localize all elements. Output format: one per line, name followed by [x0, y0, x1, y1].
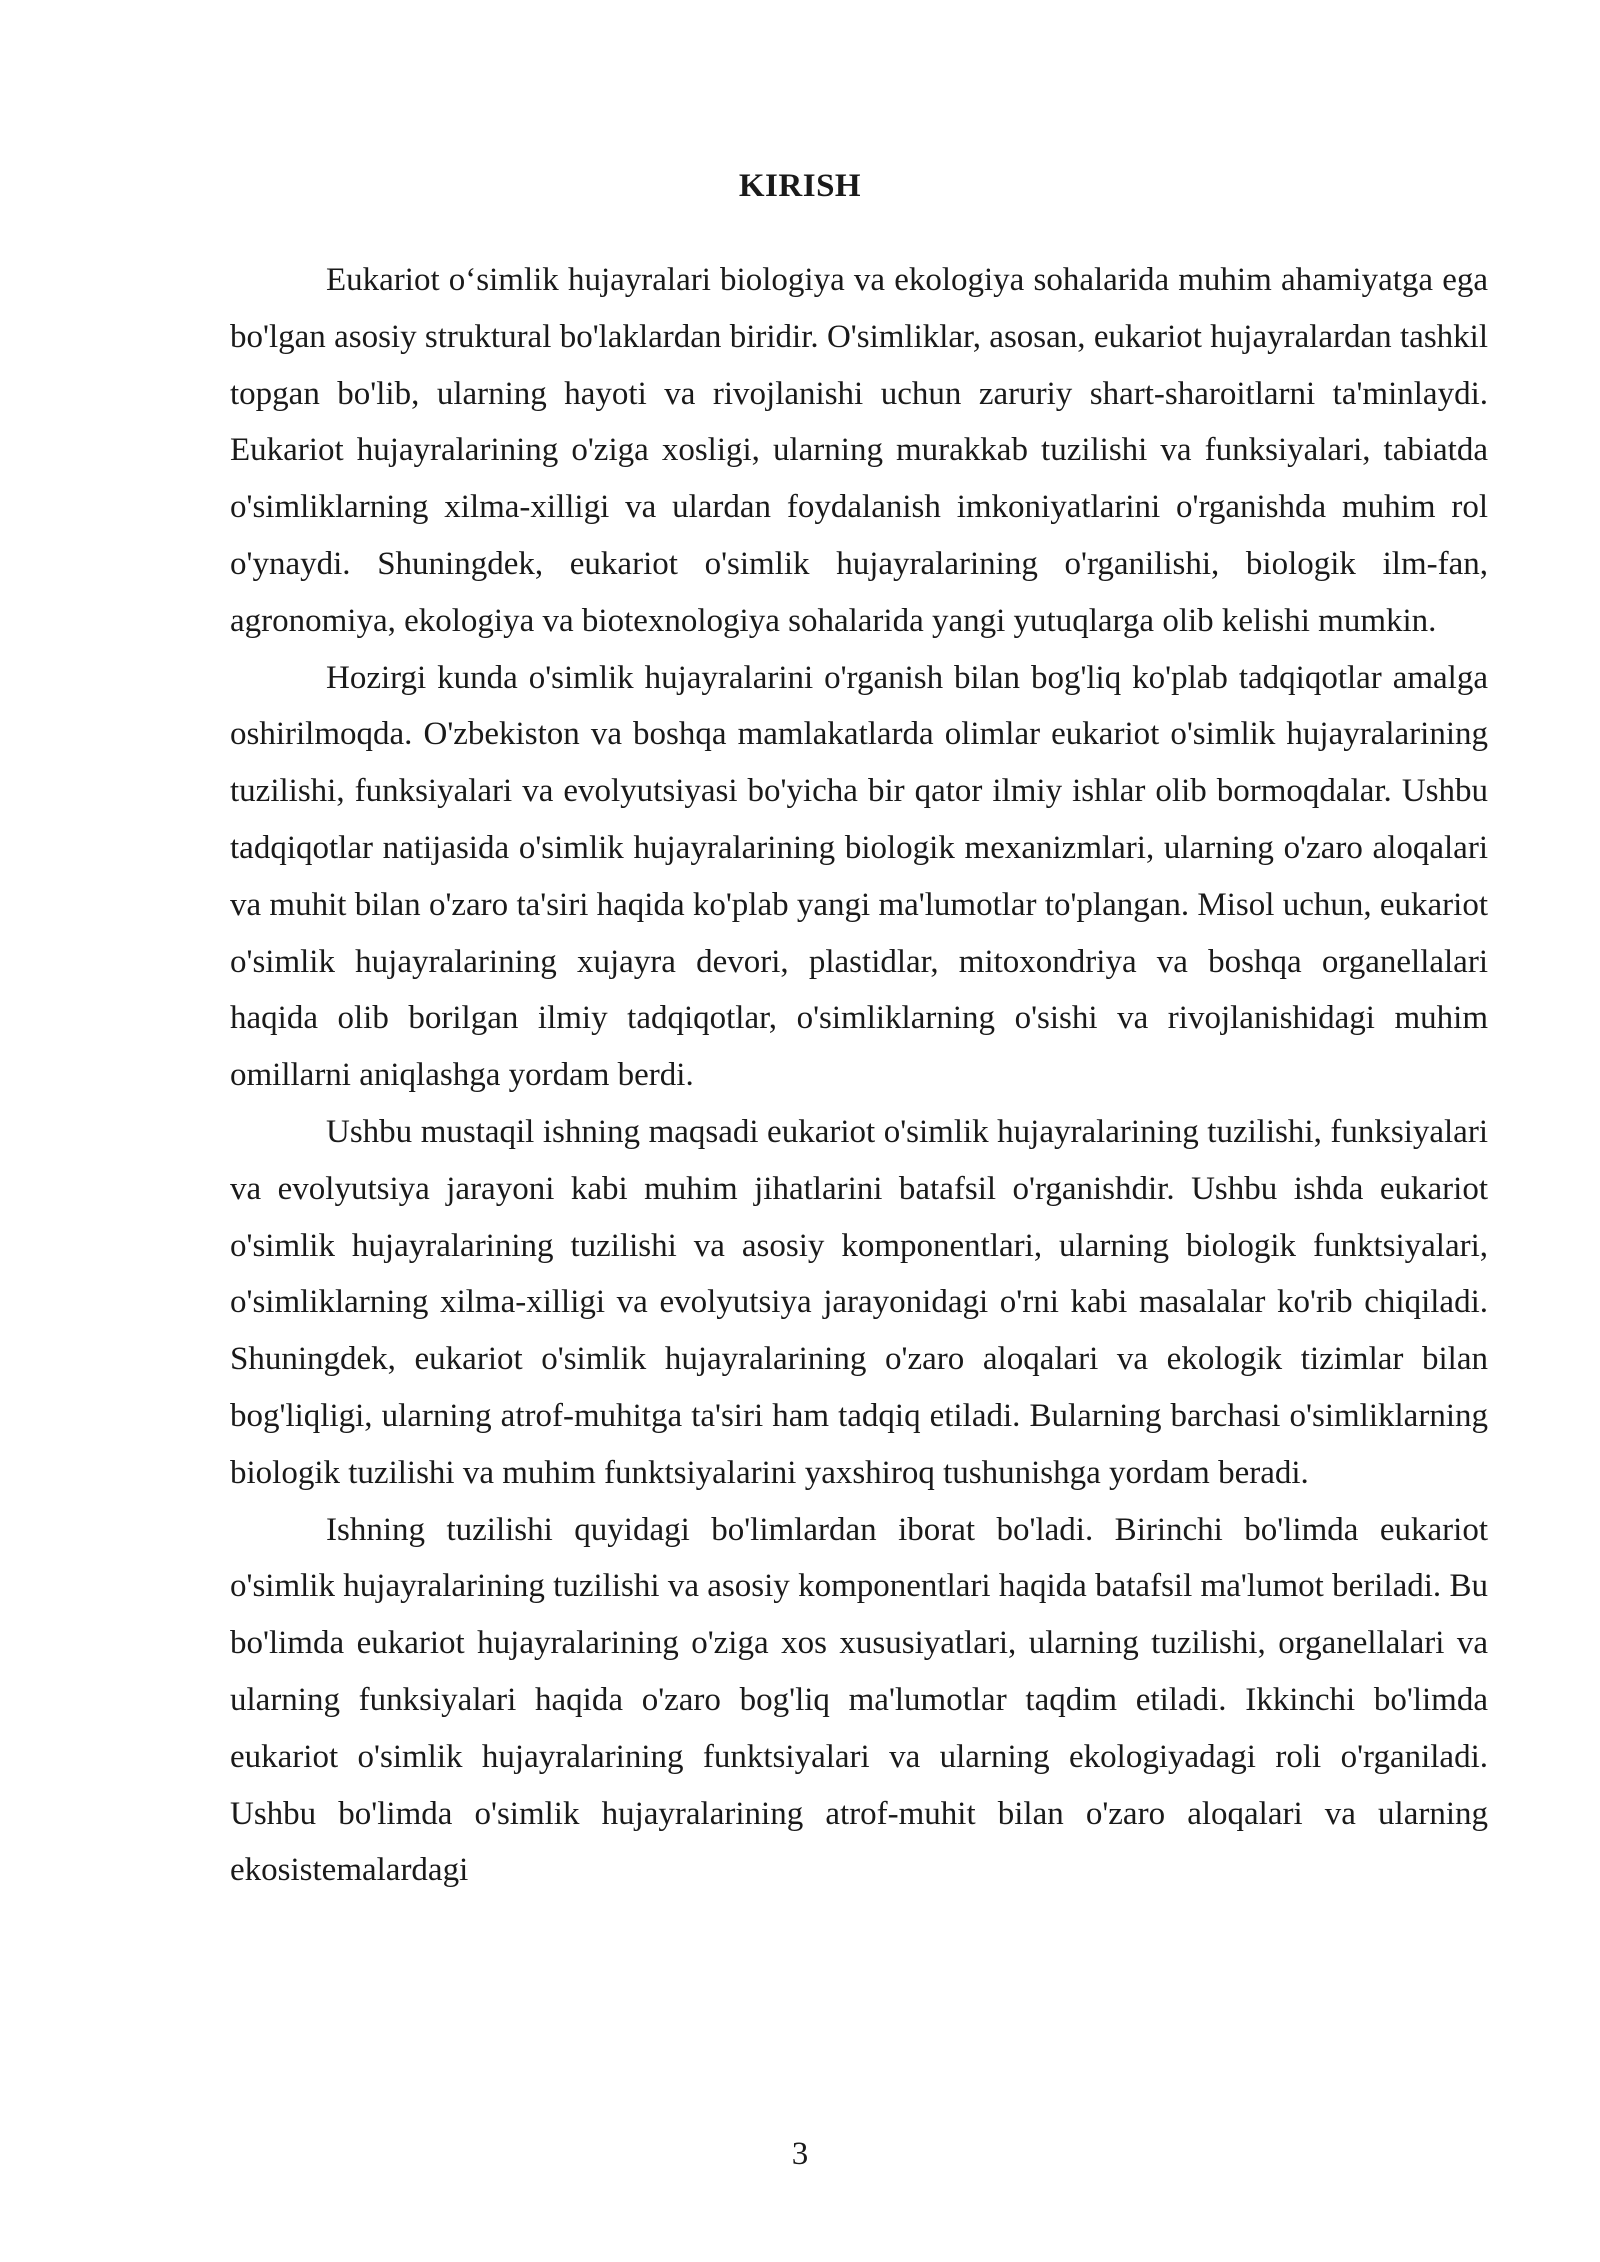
- page-number: 3: [791, 2136, 809, 2172]
- body-text: [230, 252, 1488, 1899]
- paragraph-2: Hozirgi kunda o'simlik hujayralarini o'rganish bilan bog'liq ko'plab tadqiqotlar amalga oshirilmoqda. O'zbekiston va boshqa mamlakatlarda olimlar eukariot o'simlik hujayralarining tuzilishi, funksiyalari va evolyutsiyasi bo'yicha bir qator ilmiy ishlar olib bormoqdalar. Ushbu tadqiqotlar natijasida o'simlik hujayralarining biologik mexanizmlari, ularning o'zaro aloqalari va muhit bilan o'zaro ta'siri haqida ko'plab yangi ma'lumotlar to'plangan. Misol uchun, eukariot o'simlik hujayralarining xujayra devori, plastidlar, mitoxondriya va boshqa organellalari haqida olib borilgan ilmiy tadqiqotlar, o'simliklarning o'sishi va rivojlanishidagi muhim omillarni aniqlashga yordam berdi.: [230, 659, 1488, 1094]
- paragraph-4: Ishning tuzilishi quyidagi bo'limlardan iborat bo'ladi. Birinchi bo'limda eukariot o'simlik hujayralarining tuzilishi va asosiy komponentlari haqida batafsil ma'lumot beriladi. Bu bo'limda eukariot hujayralarining o'ziga xos xususiyatlari, ularning tuzilishi, organellalari va ularning funksiyalari haqida o'zaro bog'liq ma'lumotlar taqdim etiladi. Ikkinchi bo'limda eukariot o'simlik hujayralarining funktsiyalari va ularning ekologiyadagi roli o'rganiladi. Ushbu bo'limda o'simlik hujayralarining atrof-muhit bilan o'zaro aloqalari va ularning ekosistemalardagi: [230, 1511, 1488, 1889]
- paragraph-1: Eukariot o‘simlik hujayralari biologiya va ekologiya sohalarida muhim ahamiyatga ega bo'lgan asosiy struktural bo'laklardan biridir. O'simliklar, asosan, eukariot hujayralardan tashkil topgan bo'lib, ularning hayoti va rivojlanishi uchun zaruriy shart-sharoitlarni ta'minlaydi. Eukariot hujayralarining o'ziga xosligi, ularning murakkab tuzilishi va funksiyalari, tabiatda o'simliklarning xilma-xilligi va ulardan foydalanish imkoniyatlarini o'rganishda muhim rol o'ynaydi. Shuningdek, eukariot o'simlik hujayralarining o'rganilishi, biologik ilm-fan, agronomiya, ekologiya va biotexnologiya sohalarida yangi yutuqlarga olib kelishi mumkin.: [230, 262, 1488, 639]
- page-title: KIRISH: [738, 168, 862, 204]
- paragraph-3: Ushbu mustaqil ishning maqsadi eukariot o'simlik hujayralarining tuzilishi, funksiyalari va evolyutsiya jarayoni kabi muhim jihatlarini batafsil o'rganishdir. Ushbu ishda eukariot o'simlik hujayralarining tuzilishi va asosiy komponentlari, ularning biologik funktsiyalari, o'simliklarning xilma-xilligi va evolyutsiya jarayonidagi o'rni kabi masalalar ko'rib chiqiladi. Shuningdek, eukariot o'simlik hujayralarining o'zaro aloqalari va ekologik tizimlar bilan bog'liqligi, ularning atrof-muhitga ta'siri ham tadqiq etiladi. Bularning barchasi o'simliklarning biologik tuzilishi va muhim funktsiyalarini yaxshiroq tushunishga yordam beradi.: [230, 1113, 1488, 1491]
